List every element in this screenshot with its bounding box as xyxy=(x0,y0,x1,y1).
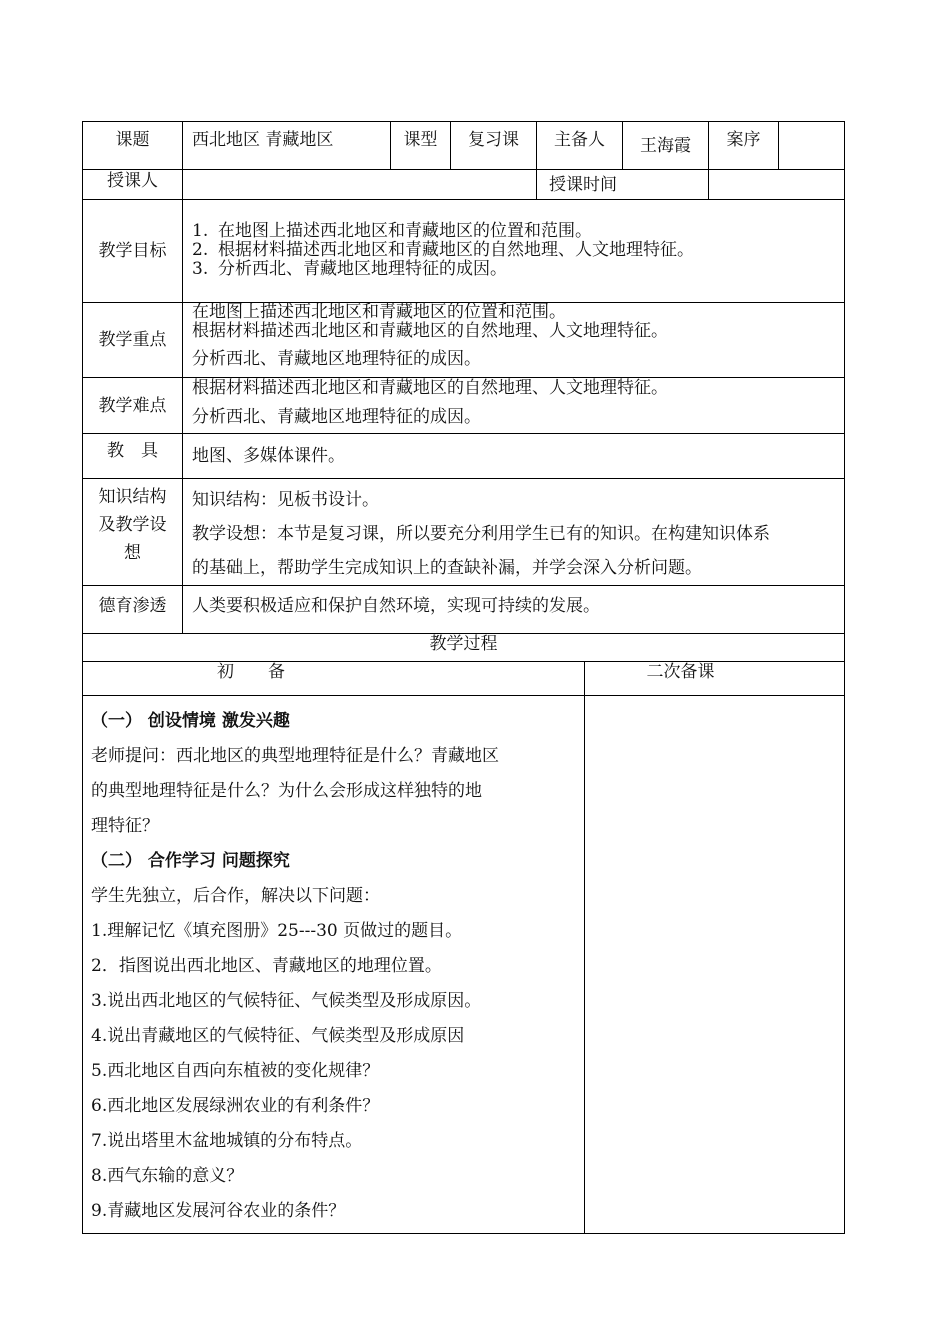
tools-label: 教 具 xyxy=(83,434,183,479)
tools-value: 地图、多媒体课件。 xyxy=(183,434,845,479)
process-line: 7.说出塔里木盆地城镇的分布特点。 xyxy=(91,1131,363,1151)
main-preparer-value: 王海霞 xyxy=(623,122,709,170)
lesson-info-table xyxy=(82,121,845,200)
structure-body: 知识结构：见板书设计。 教学设想：本节是复习课，所以要充分利用学生已有的知识。在构建知识体系 的基础上，帮助学生完成知识上的查缺补漏，并学会深入分析问题。 xyxy=(183,479,845,586)
case-seq-label: 案序 xyxy=(709,122,779,170)
process-line: 3.说出西北地区的气候特征、气候类型及形成原因。 xyxy=(91,991,482,1011)
structure-label: 知识结构 及教学设 想 xyxy=(83,479,183,586)
process-line: 的典型地理特征是什么？为什么会形成这样独特的地 xyxy=(91,781,482,801)
process-line: 6.西北地区发展绿洲农业的有利条件？ xyxy=(91,1096,380,1116)
process-line: 2．指图说出西北地区、青藏地区的地理位置。 xyxy=(91,956,442,976)
goal-item: 2. 根据材料描述西北地区和青藏地区的自然地理、人文地理特征。 xyxy=(192,240,694,260)
second-prep-content xyxy=(585,696,845,1234)
first-prep-content xyxy=(83,696,585,1234)
case-seq-value xyxy=(779,122,845,170)
teacher-label: 授课人 xyxy=(83,170,183,200)
course-title-value: 西北地区 青藏地区 xyxy=(183,122,391,170)
process-line: 1.理解记忆《填充图册》25---30 页做过的题目。 xyxy=(91,921,463,941)
lesson-plan-page xyxy=(82,121,844,1234)
first-prep-header: 初 备 xyxy=(83,662,585,696)
key-points-label: 教学重点 xyxy=(83,303,183,378)
difficult-points-body: 根据材料描述西北地区和青藏地区的自然地理、人文地理特征。 分析西北、青藏地区地理特征的成因。 xyxy=(183,378,845,434)
lesson-type-label: 课型 xyxy=(391,122,451,170)
process-line: （一） 创设情境 激发兴趣 xyxy=(91,711,290,731)
process-line: 9.青藏地区发展河谷农业的条件？ xyxy=(91,1201,346,1221)
goals-list xyxy=(183,200,845,303)
process-line: 理特征？ xyxy=(91,816,159,836)
key-points-body: 在地图上描述西北地区和青藏地区的位置和范围。 根据材料描述西北地区和青藏地区的自然地理、人文地理特征。 分析西北、青藏地区地理特征的成因。 xyxy=(183,303,845,378)
objectives-table xyxy=(82,199,845,634)
moral-label: 德育渗透 xyxy=(83,586,183,634)
time-value xyxy=(709,170,845,200)
process-line: 8.西气东输的意义？ xyxy=(91,1166,244,1186)
process-line: 4.说出青藏地区的气候特征、气候类型及形成原因 xyxy=(91,1026,465,1046)
teacher-value xyxy=(183,170,537,200)
second-prep-header: 二次备课 xyxy=(585,662,845,696)
goal-item: 3. 分析西北、青藏地区地理特征的成因。 xyxy=(192,259,507,279)
teaching-process-table xyxy=(82,633,845,1234)
goals-label: 教学目标 xyxy=(83,200,183,303)
moral-value: 人类要积极适应和保护自然环境，实现可持续的发展。 xyxy=(183,586,845,634)
process-line: 5.西北地区自西向东植被的变化规律？ xyxy=(91,1061,380,1081)
lesson-type-value: 复习课 xyxy=(451,122,537,170)
difficult-points-label: 教学难点 xyxy=(83,378,183,434)
process-line: （二） 合作学习 问题探究 xyxy=(91,851,290,871)
main-preparer-label: 主备人 xyxy=(537,122,623,170)
process-line: 学生先独立，后合作，解决以下问题： xyxy=(91,886,380,906)
course-title-label: 课题 xyxy=(83,122,183,170)
goal-item: 1. 在地图上描述西北地区和青藏地区的位置和范围。 xyxy=(192,221,592,241)
process-title: 教学过程 xyxy=(83,634,845,662)
process-line: 老师提问：西北地区的典型地理特征是什么？青藏地区 xyxy=(91,746,499,766)
time-label: 授课时间 xyxy=(537,170,709,200)
